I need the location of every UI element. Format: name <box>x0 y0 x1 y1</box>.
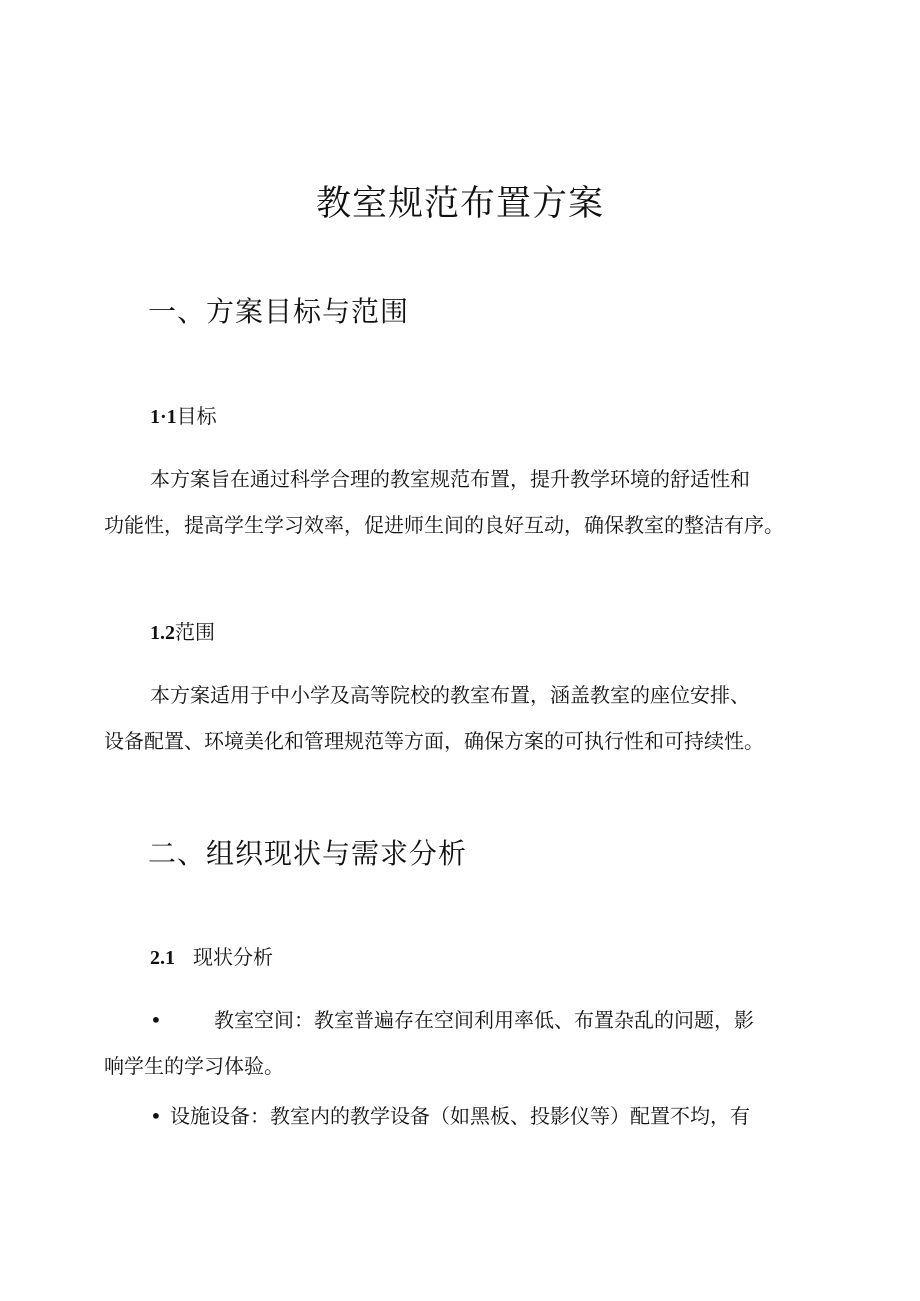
bullet-item-classroom-space <box>104 997 816 1089</box>
subsection-number: 1.2 <box>150 622 175 644</box>
bullet-marker: • <box>150 1104 162 1128</box>
subsection-number: 2.1 <box>150 947 175 969</box>
paragraph-line: 本方案适用于中小学及高等院校的教室布置，涵盖教室的座位安排、 <box>150 683 750 707</box>
subsection-title: 现状分析 <box>193 945 273 969</box>
bullet-text: 教室空间：教室普遍存在空间利用率低、布置杂乱的问题，影 <box>214 1008 754 1032</box>
subsection-title: 范围 <box>175 620 215 644</box>
paragraph-line: 功能性，提高学生学习效率，促进师生间的良好互动，确保教室的整洁有序。 <box>104 513 784 537</box>
paragraph-line: 本方案旨在通过科学合理的教室规范布置，提升教学环境的舒适性和 <box>150 467 750 491</box>
subsection-title: 目标 <box>176 404 217 428</box>
subsection-1-2-heading <box>150 616 215 645</box>
subsection-number: 1·1 <box>150 406 177 428</box>
bullet-item-facilities <box>104 1093 816 1139</box>
subsection-2-1-heading <box>150 941 273 970</box>
paragraph-line: 设备配置、环境美化和管理规范等方面，确保方案的可执行性和可持续性。 <box>104 729 764 753</box>
bullet-marker: • <box>150 1008 162 1032</box>
document-title: 教室规范布置方案 <box>315 184 604 224</box>
section-1-heading: 一、方案目标与范围 <box>148 295 410 328</box>
subsection-1-1-heading <box>150 400 217 429</box>
section-2-heading: 二、组织现状与需求分析 <box>148 837 468 870</box>
bullet-line: 响学生的学习体验。 <box>104 1054 284 1078</box>
bullet-text: 设施设备：教室内的教学设备（如黑板、投影仪等）配置不均，有 <box>170 1104 750 1128</box>
paragraph-goal <box>104 456 816 548</box>
bullet-line <box>104 1093 816 1139</box>
paragraph-scope <box>104 672 816 764</box>
bullet-line <box>104 997 816 1043</box>
